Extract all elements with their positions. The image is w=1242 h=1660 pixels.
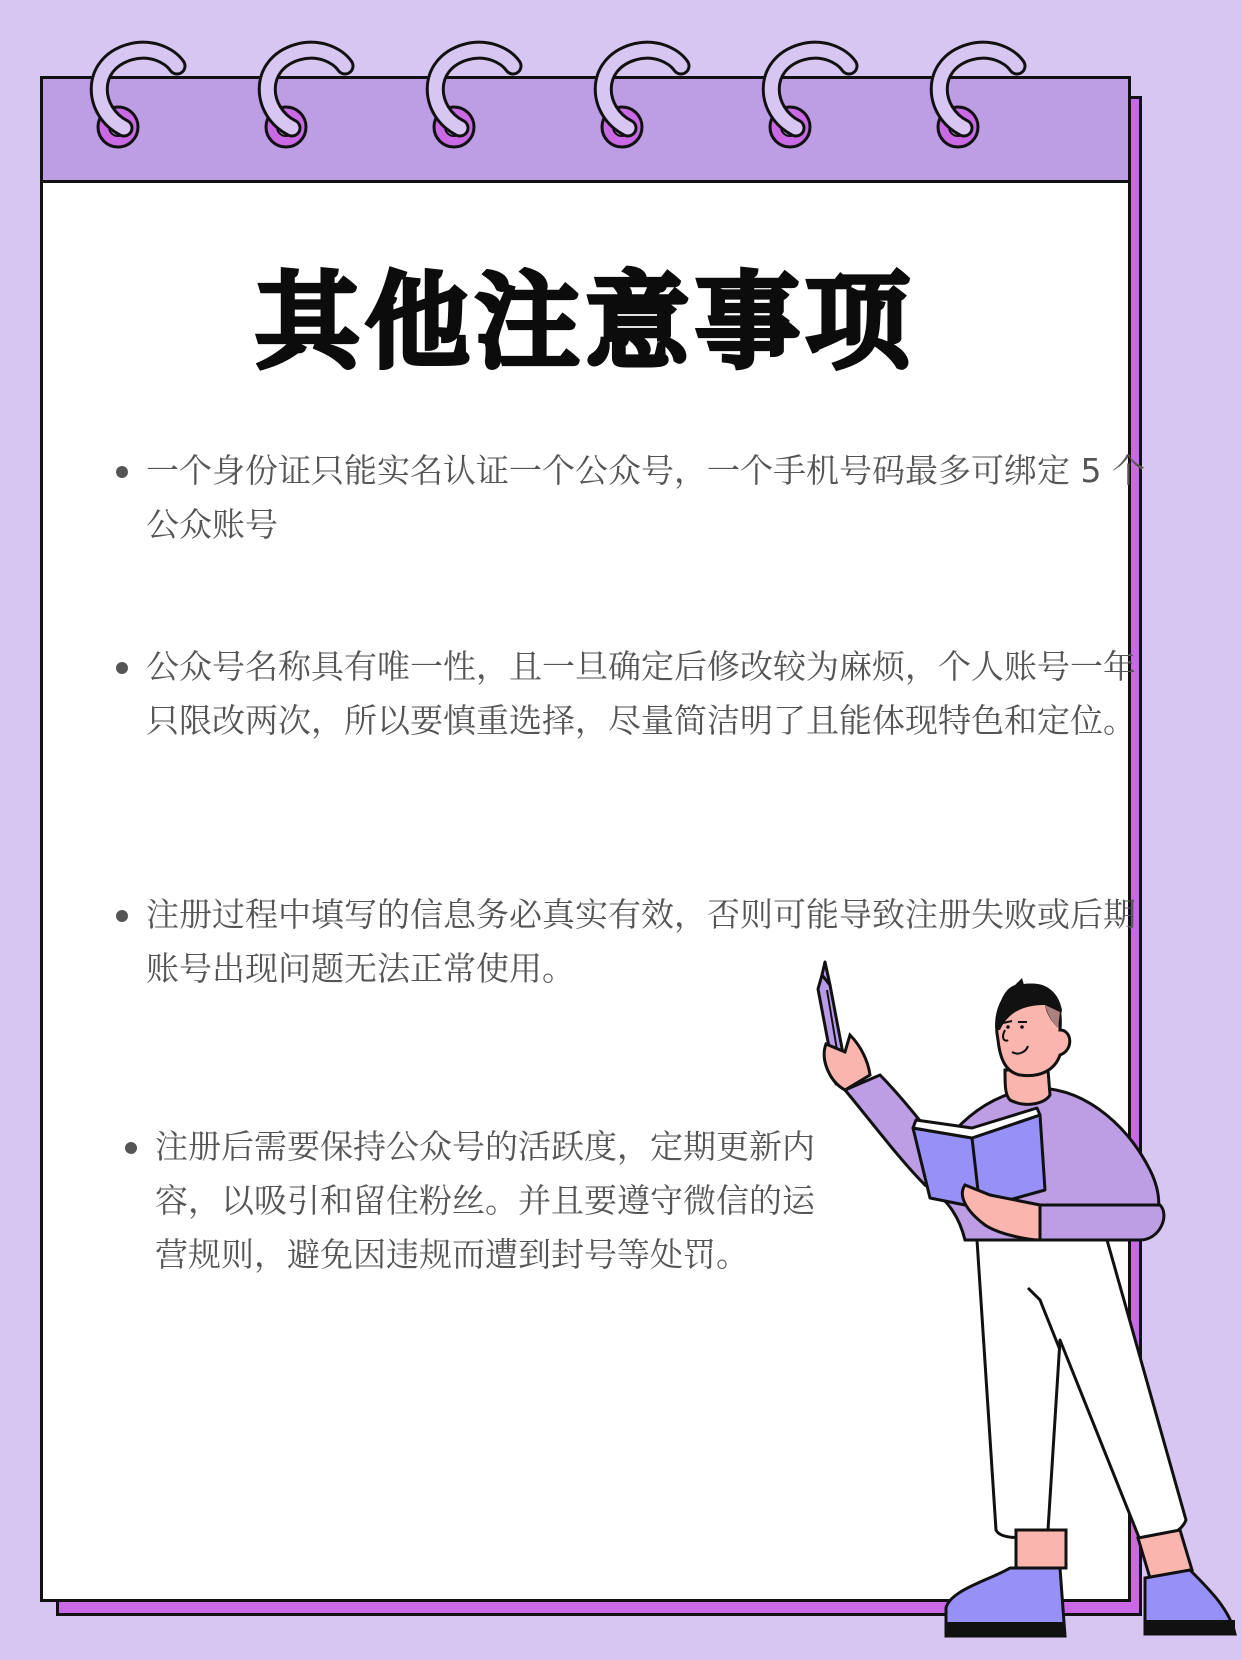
bullet-icon [116,662,128,674]
list-item [146,444,1156,552]
list-item [146,640,1156,748]
bullet-icon [116,466,128,478]
bullet-icon [125,1142,137,1154]
list-item-text: 公众号名称具有唯一性，且一旦确定后修改较为麻烦，个人账号一年只限改两次，所以要慎重选择，尽量简洁明了且能体现特色和定位。 [146,647,1136,740]
person-illustration [760,960,1242,1660]
page-title: 其他注意事项 [255,261,916,383]
bullet-icon [116,910,128,922]
notebook-header-band [43,79,1128,183]
list-item-text: 一个身份证只能实名认证一个公众号，一个手机号码最多可绑定 5 个公众账号 [146,451,1145,544]
list-item-text: 注册后需要保持公众号的活跃度，定期更新内容，以吸引和留住粉丝。并且要遵守微信的运营规则，避免因违规而遭到封号等处罚。 [155,1127,815,1274]
list-item-text: 注册过程中填写的信息务必真实有效，否则可能导致注册失败或后期账号出现问题无法正常使用。 [146,895,1136,988]
list-item [155,1120,845,1282]
